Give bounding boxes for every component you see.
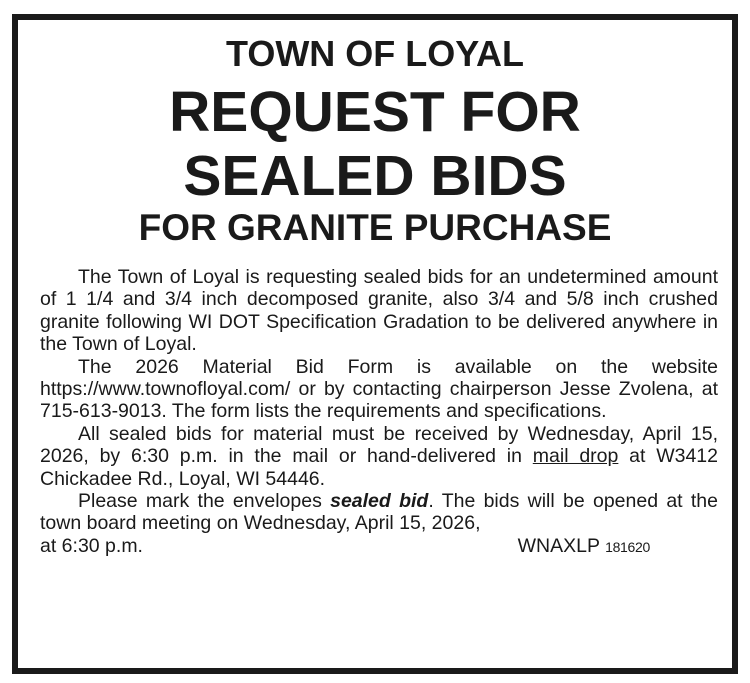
notice-heading-sealed-bids: SEALED BIDS: [183, 144, 567, 208]
notice-body: [40, 266, 718, 558]
legal-notice: [12, 14, 738, 674]
paragraph-request: The Town of Loyal is requesting sealed bids for an undetermined amount of 1 1/4 and 3/4 inch decomposed granite, also 3/4 and 5/8 inch crushed granite following WI DOT Specification Gradation to be delivered anywhere in the Town of Loyal.: [40, 266, 718, 356]
sealed-bid-emphasis: sealed bid: [330, 490, 429, 513]
closing-line: [40, 535, 718, 558]
address-text: at W3412 Chickadee Rd., Loyal, WI 54446.: [40, 445, 718, 490]
notice-heading-subject: FOR GRANITE PURCHASE: [138, 207, 612, 248]
publication-code-letters: WNAXLP: [517, 534, 600, 557]
deadline-text: All sealed bids for material must be received by Wednesday, April 15, 2026, by 6:30 p.m. in the mail or hand-delivered in: [40, 422, 718, 468]
paragraph-deadline: [40, 423, 718, 490]
mark-envelopes-text: Please mark the envelopes: [78, 490, 331, 513]
meeting-time: at 6:30 p.m.: [40, 534, 143, 557]
opening-text: . The bids will be opened at the town board meeting on Wednesday, April 15, 2026,: [40, 490, 718, 535]
paragraph-bid-form: The 2026 Material Bid Form is available on the website https://www.townofloyal.com/ or by contacting chairperson Jesse Zvolena, at 715-613-9013. The form lists the requirements and specifications.: [40, 355, 718, 423]
paragraph-opening: [40, 490, 718, 535]
publication-code: [518, 535, 718, 558]
notice-heading-town: TOWN OF LOYAL: [225, 33, 524, 74]
publication-code-number: 181620: [605, 538, 650, 555]
mail-drop-text: mail drop: [532, 445, 619, 468]
notice-heading-request: REQUEST FOR: [169, 80, 581, 144]
